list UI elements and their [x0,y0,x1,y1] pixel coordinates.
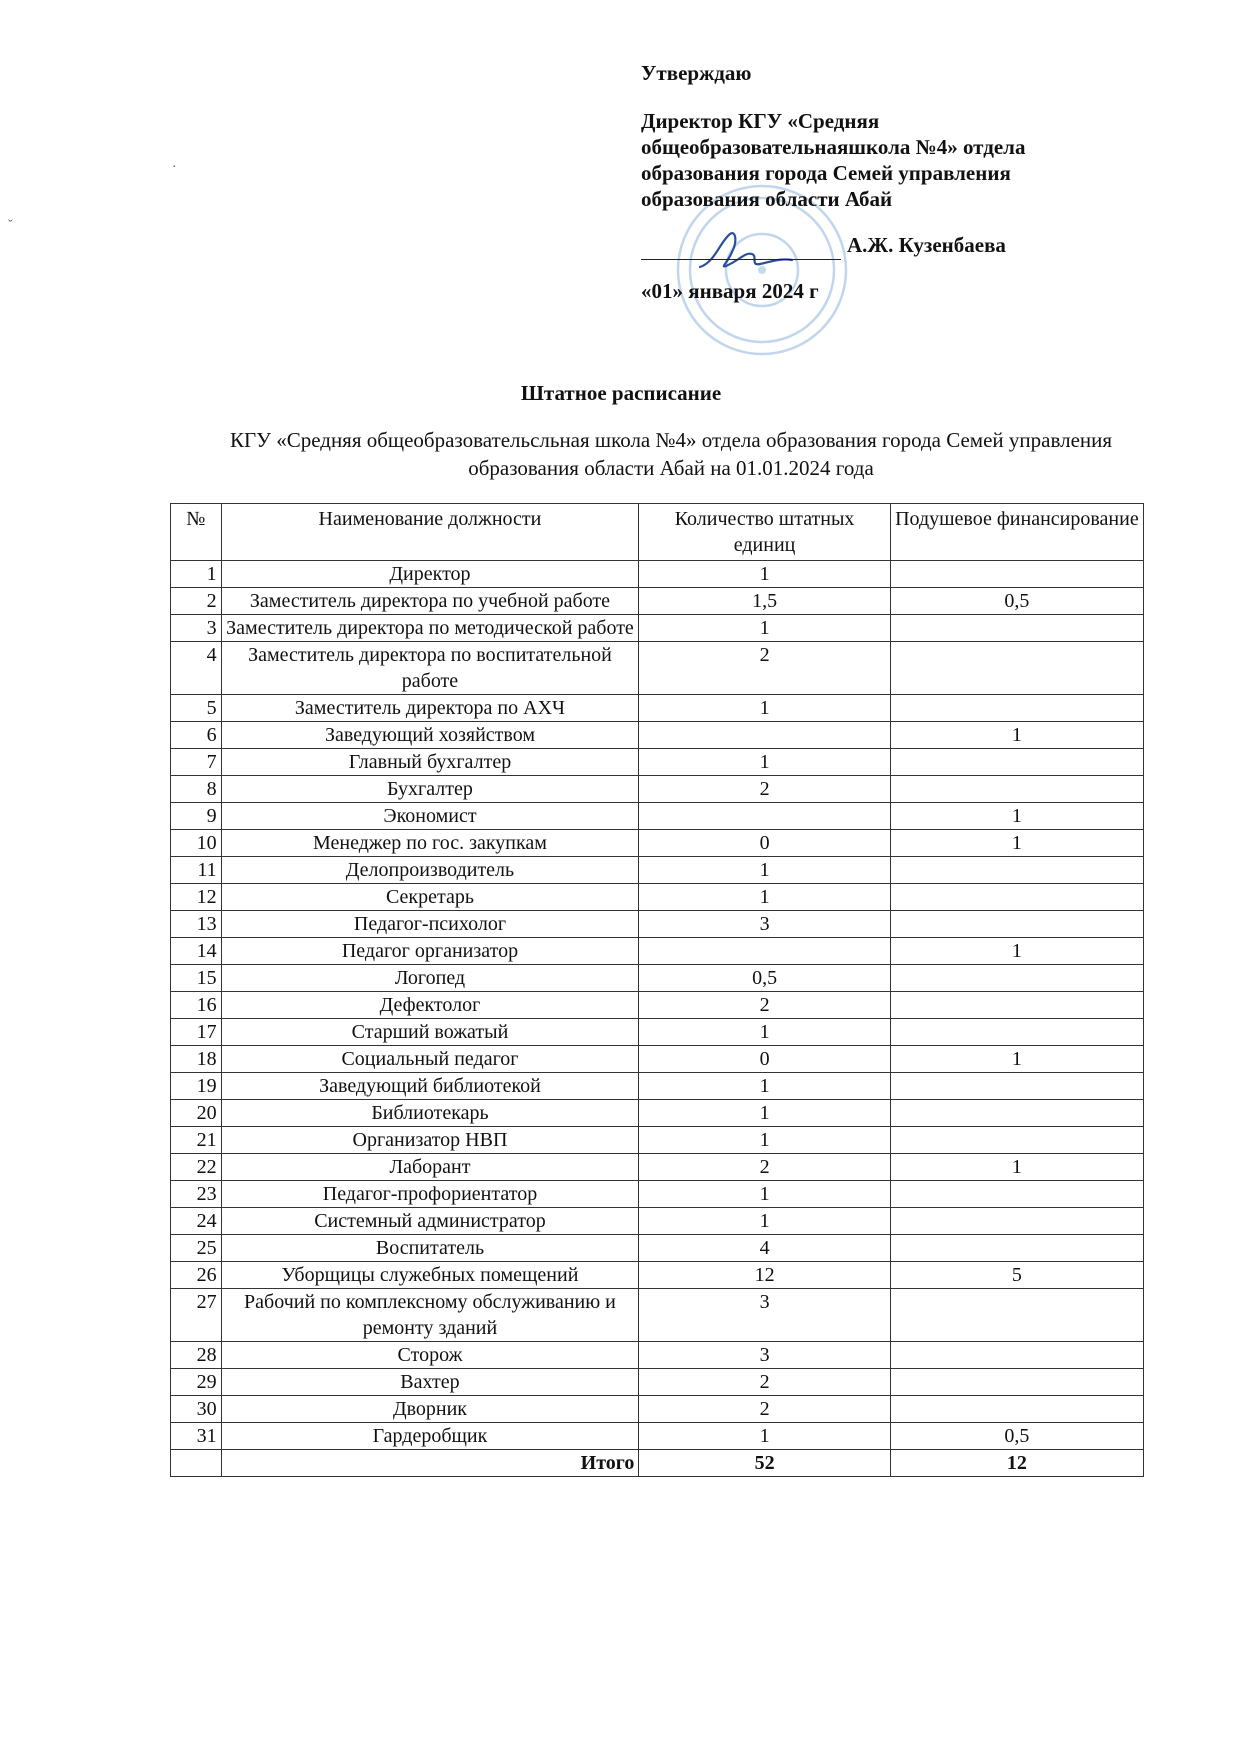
row-position-name: Гардеробщик [221,1423,639,1450]
row-num: 18 [171,1046,222,1073]
row-position-name: Уборщицы служебных помещений [221,1262,639,1289]
row-position-name: Логопед [221,965,639,992]
row-staff-units: 1 [639,1019,890,1046]
signature-line [641,231,841,260]
row-num: 31 [171,1423,222,1450]
row-staff-units: 1 [639,615,890,642]
row-funding: 5 [890,1262,1143,1289]
row-staff-units: 1 [639,1208,890,1235]
row-position-name: Рабочий по комплексному обслуживанию и ремонту зданий [221,1289,639,1342]
row-position-name: Дворник [221,1396,639,1423]
row-num: 2 [171,588,222,615]
row-staff-units: 1 [639,749,890,776]
row-funding: 1 [890,1154,1143,1181]
row-funding [890,1369,1143,1396]
approval-date: «01» января 2024 г [641,279,819,303]
row-staff-units: 4 [639,1235,890,1262]
row-num: 22 [171,1154,222,1181]
row-position-name: Социальный педагог [221,1046,639,1073]
table-row [171,830,1144,857]
row-num: 7 [171,749,222,776]
row-num: 26 [171,1262,222,1289]
row-position-name: Заместитель директора по воспитательной работе [221,642,639,695]
row-funding: 1 [890,938,1143,965]
row-staff-units: 1 [639,1423,890,1450]
row-funding [890,1396,1143,1423]
table-row [171,1154,1144,1181]
table-row [171,749,1144,776]
row-staff-units: 2 [639,1396,890,1423]
row-num: 1 [171,561,222,588]
table-row [171,1181,1144,1208]
row-position-name: Воспитатель [221,1235,639,1262]
row-staff-units: 3 [639,1342,890,1369]
row-num: 9 [171,803,222,830]
signatory-name: А.Ж. Кузенбаева [847,233,1006,257]
row-position-name: Заместитель директора по АХЧ [221,695,639,722]
row-staff-units: 1 [639,1100,890,1127]
row-position-name: Старший вожатый [221,1019,639,1046]
row-position-name: Заместитель директора по методической работе [221,615,639,642]
row-staff-units: 1,5 [639,588,890,615]
row-staff-units: 12 [639,1262,890,1289]
row-staff-units: 3 [639,1289,890,1342]
table-row [171,1289,1144,1342]
row-funding [890,749,1143,776]
row-num: 20 [171,1100,222,1127]
row-num: 12 [171,884,222,911]
header-num: № [171,504,222,561]
table-row [171,776,1144,803]
row-funding [890,884,1143,911]
row-funding: 1 [890,1046,1143,1073]
approval-title: Утверждаю [641,61,752,85]
row-position-name: Педагог-психолог [221,911,639,938]
total-units: 52 [639,1450,890,1477]
row-staff-units: 2 [639,1369,890,1396]
row-staff-units: 2 [639,776,890,803]
row-staff-units: 0 [639,1046,890,1073]
row-position-name: Организатор НВП [221,1127,639,1154]
table-row [171,1127,1144,1154]
table-row [171,1262,1144,1289]
table-row [171,1100,1144,1127]
row-position-name: Системный администратор [221,1208,639,1235]
row-staff-units: 0,5 [639,965,890,992]
row-num: 15 [171,965,222,992]
total-funding: 12 [890,1450,1143,1477]
scan-speck: · [172,160,177,175]
row-staff-units: 0 [639,830,890,857]
row-position-name: Вахтер [221,1369,639,1396]
row-position-name: Сторож [221,1342,639,1369]
table-row [171,1019,1144,1046]
row-staff-units: 1 [639,1181,890,1208]
row-staff-units: 2 [639,1154,890,1181]
row-num: 24 [171,1208,222,1235]
table-row [171,1369,1144,1396]
row-funding: 1 [890,722,1143,749]
row-num: 13 [171,911,222,938]
row-funding [890,1342,1143,1369]
row-funding [890,965,1143,992]
row-position-name: Главный бухгалтер [221,749,639,776]
table-row [171,884,1144,911]
table-row [171,803,1144,830]
document-subtitle: КГУ «Средняя общеобразовательсльная школа №4» отдела образования города Семей управления образования области Абай на 01.01.2024 года [229,428,1113,480]
row-funding [890,695,1143,722]
table-row [171,642,1144,695]
row-num: 8 [171,776,222,803]
row-position-name: Педагог-профориентатор [221,1181,639,1208]
table-row [171,1235,1144,1262]
table-row [171,992,1144,1019]
row-staff-units [639,722,890,749]
row-funding [890,911,1143,938]
row-staff-units: 2 [639,642,890,695]
row-funding: 1 [890,803,1143,830]
row-staff-units: 1 [639,695,890,722]
row-position-name: Менеджер по гос. закупкам [221,830,639,857]
row-position-name: Экономист [221,803,639,830]
table-row [171,1208,1144,1235]
row-funding [890,776,1143,803]
table-row [171,615,1144,642]
table-row [171,722,1144,749]
approval-block [641,60,1161,304]
row-position-name: Заведующий библиотекой [221,1073,639,1100]
row-funding [890,1181,1143,1208]
scan-speck: ˇ [8,218,13,233]
table-row [171,1342,1144,1369]
table-row [171,1396,1144,1423]
row-funding [890,1073,1143,1100]
row-funding: 0,5 [890,588,1143,615]
row-position-name: Библиотекарь [221,1100,639,1127]
row-num: 25 [171,1235,222,1262]
row-position-name: Лаборант [221,1154,639,1181]
row-funding [890,561,1143,588]
row-staff-units: 1 [639,884,890,911]
row-staff-units [639,803,890,830]
row-num: 23 [171,1181,222,1208]
total-empty-cell [171,1450,222,1477]
row-position-name: Бухгалтер [221,776,639,803]
table-row [171,911,1144,938]
row-num: 3 [171,615,222,642]
table-row [171,1046,1144,1073]
row-staff-units: 1 [639,1073,890,1100]
table-body [171,561,1144,1450]
row-position-name: Секретарь [221,884,639,911]
row-num: 29 [171,1369,222,1396]
row-position-name: Делопроизводитель [221,857,639,884]
total-row [171,1450,1144,1477]
row-num: 27 [171,1289,222,1342]
row-funding [890,992,1143,1019]
row-position-name: Директор [221,561,639,588]
row-staff-units: 1 [639,1127,890,1154]
row-staff-units [639,938,890,965]
row-funding [890,1289,1143,1342]
row-position-name: Заведующий хозяйством [221,722,639,749]
row-num: 21 [171,1127,222,1154]
row-funding [890,615,1143,642]
row-num: 11 [171,857,222,884]
row-funding [890,1100,1143,1127]
row-funding [890,1235,1143,1262]
document-title: Штатное расписание [520,381,722,405]
row-position-name: Заместитель директора по учебной работе [221,588,639,615]
row-funding: 1 [890,830,1143,857]
header-position-name: Наименование должности [221,504,639,561]
table-row [171,857,1144,884]
header-staff-units: Количество штатных единиц [639,504,890,561]
header-per-capita-funding: Подушевое финансирование [890,504,1143,561]
row-num: 17 [171,1019,222,1046]
row-position-name: Дефектолог [221,992,639,1019]
row-num: 14 [171,938,222,965]
table-row [171,561,1144,588]
row-funding: 0,5 [890,1423,1143,1450]
approval-position: Директор КГУ «Средняя общеобразовательнаяшкола №4» отдела образования города Семей управления образования области Абай [641,109,1026,211]
table-row [171,695,1144,722]
row-num: 10 [171,830,222,857]
row-funding [890,642,1143,695]
table-header-row [171,504,1144,561]
row-num: 16 [171,992,222,1019]
row-num: 5 [171,695,222,722]
row-funding [890,1208,1143,1235]
row-funding [890,1127,1143,1154]
row-staff-units: 1 [639,857,890,884]
table-row [171,938,1144,965]
row-position-name: Педагог организатор [221,938,639,965]
staff-schedule-table [170,503,1144,1477]
total-label: Итого [221,1450,639,1477]
row-num: 28 [171,1342,222,1369]
table-row [171,965,1144,992]
row-num: 4 [171,642,222,695]
row-staff-units: 3 [639,911,890,938]
row-staff-units: 1 [639,561,890,588]
row-num: 30 [171,1396,222,1423]
row-staff-units: 2 [639,992,890,1019]
table-row [171,1073,1144,1100]
signature-row [641,220,1161,260]
table-row [171,1423,1144,1450]
row-funding [890,857,1143,884]
row-funding [890,1019,1143,1046]
table-row [171,588,1144,615]
row-num: 6 [171,722,222,749]
row-num: 19 [171,1073,222,1100]
